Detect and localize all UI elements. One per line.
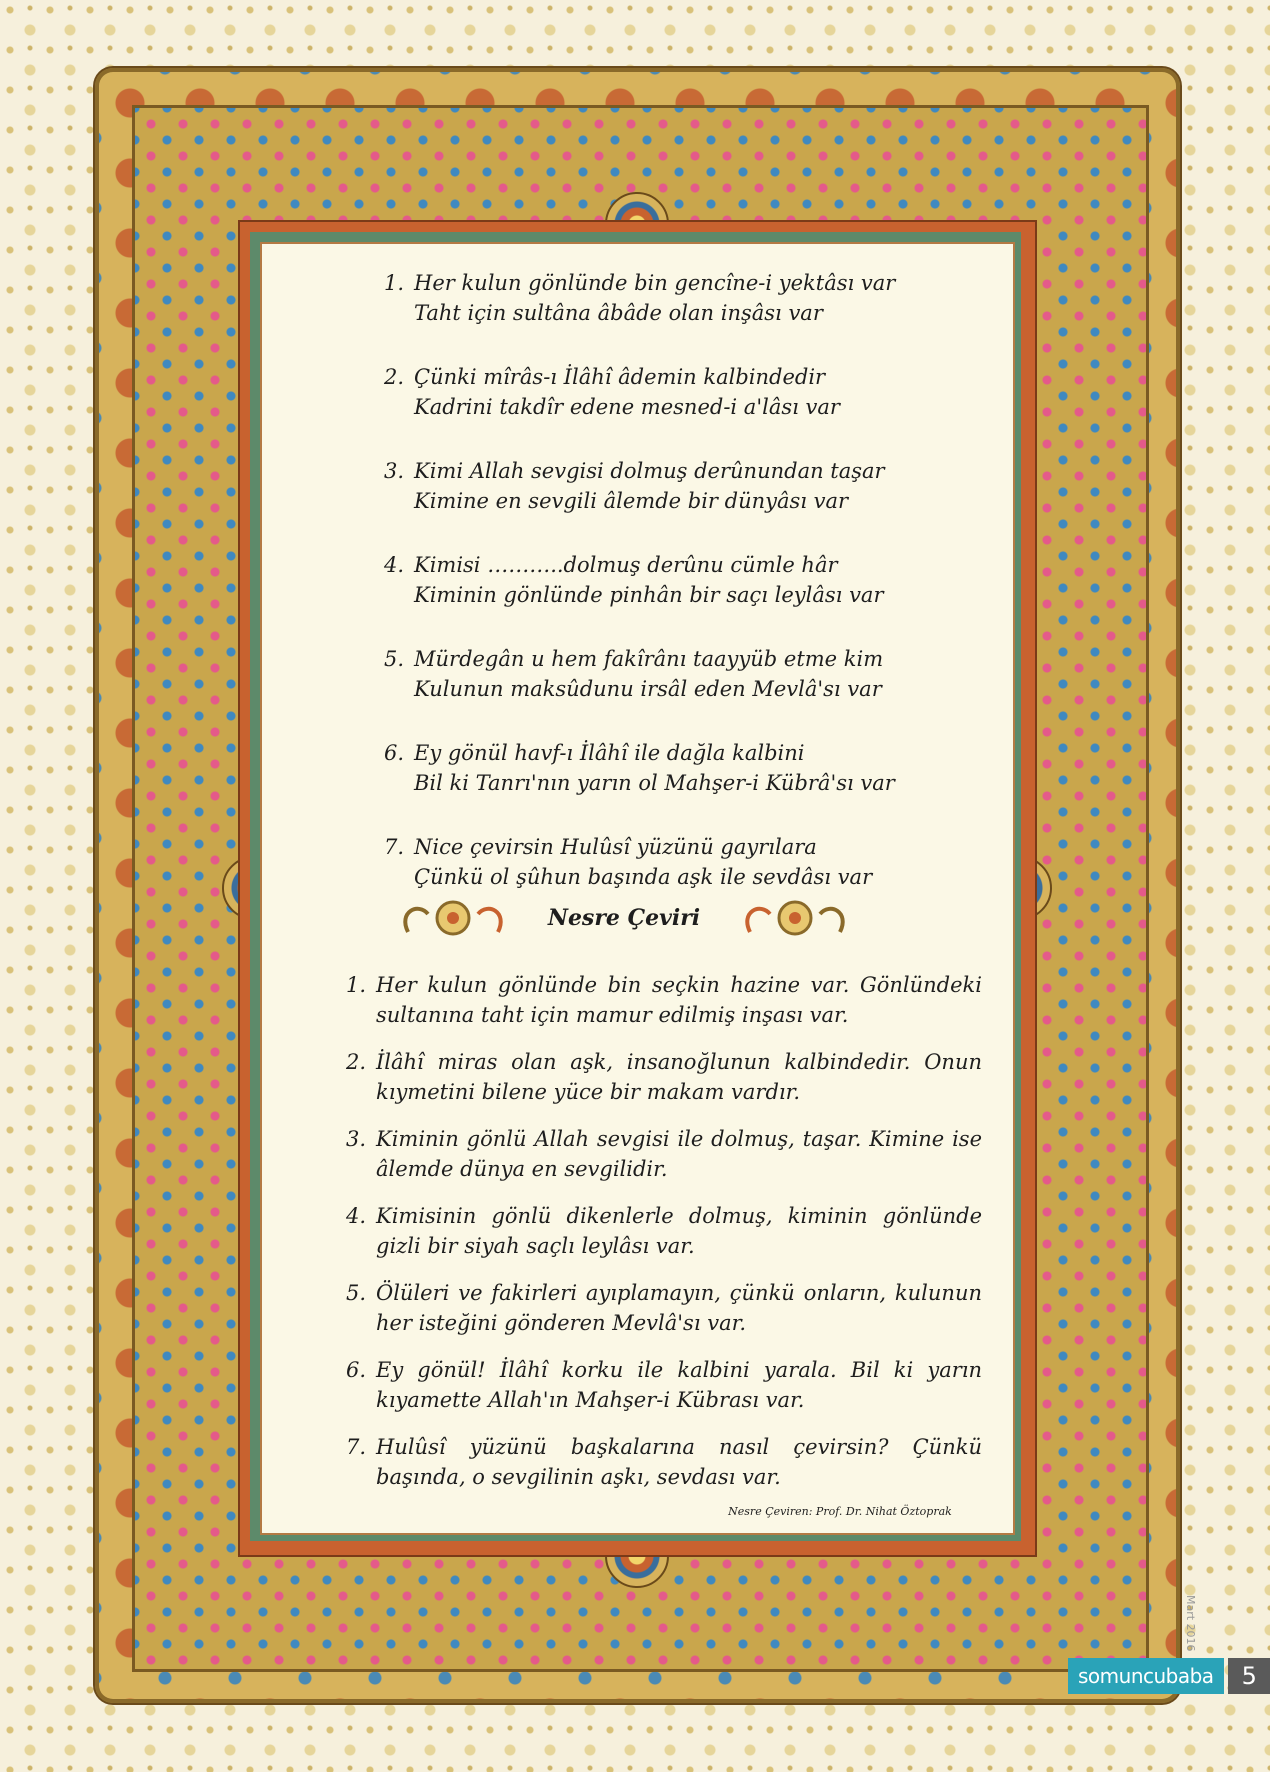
- verse-line: Kulunun maksûdunu irsâl eden Mevlâ'sı var: [414, 677, 882, 701]
- poem-verse: [384, 644, 944, 704]
- verse-line: Kimi Allah sevgisi dolmuş derûnundan taşar: [414, 459, 885, 483]
- magazine-name: somuncubaba: [1068, 1658, 1224, 1694]
- verse-number: 6.: [384, 741, 405, 765]
- verse-number: 4.: [384, 553, 405, 577]
- prose-paragraph: [346, 1201, 982, 1261]
- verse-lines: [414, 456, 885, 516]
- verse-line: Mürdegân u hem fakîrânı taayyüb etme kim: [414, 647, 884, 671]
- prose-paragraph: [346, 1124, 982, 1184]
- verse-number: 3.: [384, 459, 405, 483]
- poem-verse: [384, 738, 944, 798]
- prose-paragraph: [346, 970, 982, 1030]
- translator-credit: Nesre Çeviren: Prof. Dr. Nihat Öztoprak: [728, 1505, 952, 1518]
- prose-translation: [346, 970, 982, 1509]
- page-number: 5: [1228, 1658, 1270, 1694]
- verse-line: Her kulun gönlünde bin gencîne-i yektâsı var: [414, 271, 896, 295]
- verse-lines: [414, 362, 840, 422]
- verse-number: 2.: [384, 365, 405, 389]
- paragraph-number: 3.: [346, 1127, 367, 1151]
- verse-line: Kimine en sevgili âlemde bir dünyâsı var: [414, 489, 849, 513]
- verse-line: Kadrini takdîr edene mesned-i a'lâsı var: [414, 395, 840, 419]
- right-flourish-icon: [740, 892, 850, 944]
- poem-verse: [384, 362, 944, 422]
- prose-paragraph: [346, 1355, 982, 1415]
- verse-line: Nice çevirsin Hulûsî yüzünü gayrılara: [414, 835, 817, 859]
- verse-number: 1.: [384, 271, 405, 295]
- poem-verse: [384, 832, 944, 892]
- verse-line: Kimisi ………..dolmuş derûnu cümle hâr: [414, 553, 838, 577]
- paragraph-text: Kimisinin gönlü dikenlerle dolmuş, kiminin gönlünde gizli bir siyah saçlı leylâsı var.: [376, 1204, 982, 1258]
- verse-line: Ey gönül havf-ı İlâhî ile dağla kalbini: [414, 741, 805, 765]
- paragraph-text: İlâhî miras olan aşk, insanoğlunun kalbindedir. Onun kıymetini bilene yüce bir makam vardır.: [376, 1050, 982, 1104]
- poem-verse: [384, 550, 944, 610]
- verse-line: Çünkü ol şûhun başında aşk ile sevdâsı var: [414, 865, 873, 889]
- prose-paragraph: [346, 1278, 982, 1338]
- verse-line: Çünki mîrâs-ı İlâhî âdemin kalbindedir: [414, 365, 826, 389]
- verse-lines: [414, 832, 872, 892]
- paragraph-number: 2.: [346, 1050, 367, 1074]
- poem-verse: [384, 456, 944, 516]
- verse-lines: [414, 738, 895, 798]
- prose-paragraph: [346, 1047, 982, 1107]
- footer-brand: [1068, 1658, 1270, 1694]
- paragraph-text: Ey gönül! İlâhî korku ile kalbini yarala. Bil ki yarın kıyamette Allah'ın Mahşer-i Kübrası var.: [376, 1358, 982, 1412]
- paragraph-text: Hulûsî yüzünü başkalarına nasıl çevirsin? Çünkü başında, o sevgilinin aşkı, sevdası var.: [376, 1435, 982, 1489]
- poem-verse: [384, 268, 944, 328]
- paragraph-number: 7.: [346, 1435, 367, 1459]
- paragraph-text: Kiminin gönlü Allah sevgisi ile dolmuş, taşar. Kimine ise âlemde dünya en sevgilidir.: [376, 1127, 982, 1181]
- paragraph-number: 6.: [346, 1358, 367, 1382]
- verse-number: 7.: [384, 835, 405, 859]
- verse-line: Taht için sultâna âbâde olan inşâsı var: [414, 301, 823, 325]
- paragraph-number: 4.: [346, 1204, 367, 1228]
- issue-date: Mart 2016: [1184, 1595, 1197, 1652]
- section-title: Nesre Çeviri: [547, 905, 701, 931]
- paragraph-text: Ölüleri ve fakirleri ayıplamayın, çünkü onların, kulunun her isteğini gönderen Mevlâ'sı var.: [376, 1281, 982, 1335]
- verse-lines: [414, 644, 883, 704]
- paragraph-number: 1.: [346, 973, 367, 997]
- paragraph-text: Her kulun gönlünde bin seçkin hazine var. Gönlündeki sultanına taht için mamur edilmiş inşası var.: [376, 973, 982, 1027]
- verse-line: Bil ki Tanrı'nın yarın ol Mahşer-i Kübrâ'sı var: [414, 771, 895, 795]
- verse-lines: [414, 550, 884, 610]
- verse-number: 5.: [384, 647, 405, 671]
- left-flourish-icon: [398, 892, 508, 944]
- poem: [384, 268, 944, 926]
- section-heading: [384, 892, 864, 944]
- paragraph-number: 5.: [346, 1281, 367, 1305]
- prose-paragraph: [346, 1432, 982, 1492]
- verse-line: Kiminin gönlünde pinhân bir saçı leylâsı var: [414, 583, 884, 607]
- verse-lines: [414, 268, 895, 328]
